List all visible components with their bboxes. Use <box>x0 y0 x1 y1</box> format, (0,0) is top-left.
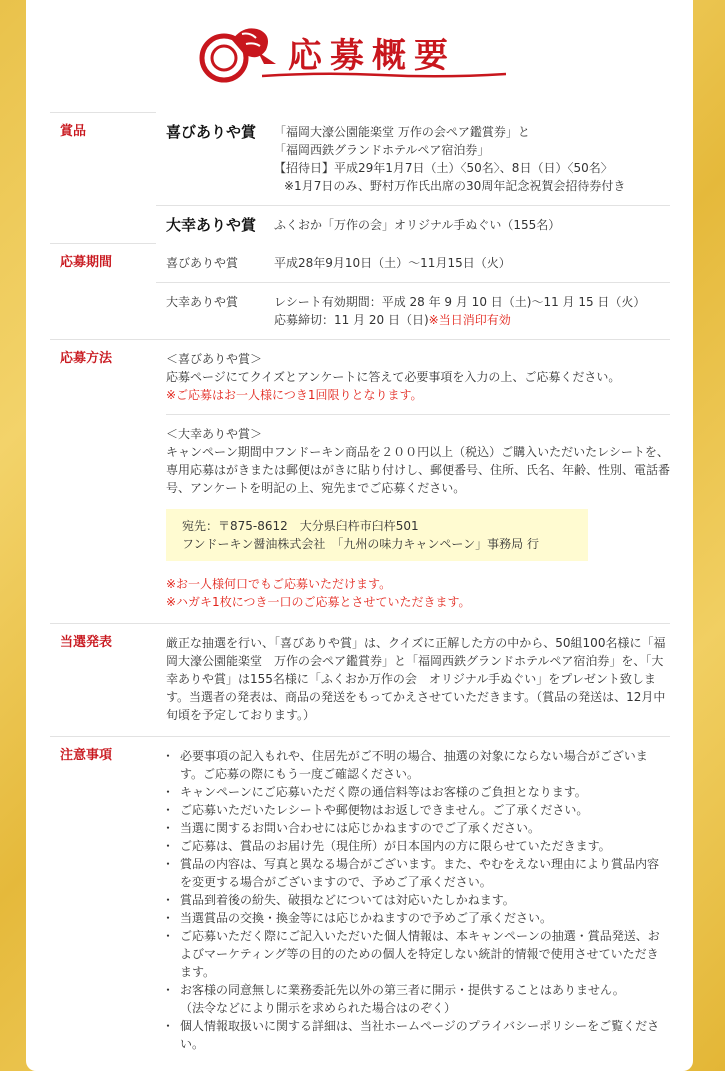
list-item: ・ 当選賞品の交換・換金等には応じかねますので予めご了承ください。 <box>166 909 670 927</box>
method-content <box>156 339 670 623</box>
period-value-daikou <box>274 282 670 339</box>
announcement-label: 当選発表 <box>50 623 156 736</box>
address-line: 宛先：〒875-8612 大分県臼杵市臼杵501 <box>182 518 419 533</box>
list-item <box>166 981 670 1017</box>
notes-row <box>50 736 670 1065</box>
method-note: ※ハガキ1枚につき一口のご応募とさせていただきます。 <box>166 594 471 609</box>
prize-line: 【招待日】平成29年1月7日（土）〈50名〉、8日（日）〈50名〉 <box>274 160 613 175</box>
list-item: ・ キャンペーンにご応募いただく際の通信料等はお客様のご負担となります。 <box>166 783 670 801</box>
prize-line: ふくおか「万作の会」オリジナル手ぬぐい（155名） <box>274 217 561 232</box>
list-item-text: お客様の同意無しに業務委託先以外の第三者に開示・提供することはありません。 <box>180 982 625 997</box>
list-item: ・ 賞品到着後の紛失、破損などについては対応いたしかねます。 <box>166 891 670 909</box>
method-note: ※お一人様何口でもご応募いただけます。 <box>166 576 392 591</box>
page-title: 応募概要 <box>288 36 456 76</box>
list-item-subtext: （法令などにより開示を求められた場合はのぞく） <box>180 1000 457 1015</box>
period-name-daikou: 大幸ありや賞 <box>156 282 274 339</box>
method-daikou-text: キャンペーン期間中フンドーキン商品を２００円以上（税込）ご購入いただいたレシートを、専用応募はがきまたは郵便はがきに貼り付けし、郵便番号、住所、氏名、年齢、性別、電話番号、アンケートを明記の上、宛先までご応募ください。 <box>166 444 671 495</box>
title-underline <box>262 70 506 80</box>
deadline-text: 応募締切：11 月 20 日（日) <box>274 312 429 327</box>
content-panel <box>26 0 693 1071</box>
prize-row-yorokobi <box>50 113 670 206</box>
page-header <box>26 0 693 100</box>
method-yorokobi-heading: ＜喜びありや賞＞ <box>166 351 263 366</box>
list-item: ・ 必要事項の記入もれや、住居先がご不明の場合、抽選の対象にならない場合がございます。ご応募の際にもう一度ご確認ください。 <box>166 747 670 783</box>
method-daikou-heading: ＜大幸ありや賞＞ <box>166 426 263 441</box>
prize-line: ※1月7日のみ、野村万作氏出席の30周年記念祝賀会招待券付き <box>284 178 626 193</box>
notes-list <box>166 747 670 1053</box>
prize-line: 「福岡西鉄グランドホテルペア宿泊券」 <box>274 142 490 157</box>
prize-name-yorokobi: 喜びありや賞 <box>166 122 257 141</box>
notes-content <box>156 736 670 1065</box>
announcement-row <box>50 623 670 736</box>
prize-name-daikou: 大幸ありや賞 <box>156 205 274 244</box>
period-row-yorokobi <box>50 244 670 283</box>
address-box <box>166 509 588 561</box>
period-label: 応募期間 <box>50 244 156 340</box>
list-item: ・ ご応募いただいたレシートや郵便物はお返しできません。ご了承ください。 <box>166 801 670 819</box>
method-yorokobi-text: 応募ページにてクイズとアンケートに答えて必要事項を入力の上、ご応募ください。 <box>166 369 621 384</box>
prize-value-daikou <box>274 205 670 244</box>
method-daikou <box>166 414 670 611</box>
prize-line: 「福岡大濠公園能楽堂 万作の会ペア鑑賞券」と <box>274 124 530 139</box>
deadline <box>274 311 670 329</box>
prize-label: 賞品 <box>50 113 156 244</box>
list-item: ・ 当選に関するお問い合わせには応じかねますのでご了承ください。 <box>166 819 670 837</box>
method-label: 応募方法 <box>50 339 156 623</box>
list-item: ・ ご応募は、賞品のお届け先（現住所）が日本国内の方に限らせていただきます。 <box>166 837 670 855</box>
announcement-text: 厳正な抽選を行い、「喜びありや賞」は、クイズに正解した方の中から、50組100名様に「福岡大濠公園能楽堂 万作の会ペア鑑賞券」と「福岡西鉄グランドホテルペア宿泊券」を、「大幸ありや賞」は155名様に「ふくおか万作の会 オリジナル手ぬぐい」をプレゼント致します。当選者の発表は、商品の発送をもってかえさせていただきます。（賞品の発送は、12月中旬頃を予定しております。） <box>156 623 670 736</box>
entry-summary-table <box>50 112 670 1065</box>
method-yorokobi-note: ※ご応募はお一人様につき1回限りとなります。 <box>166 387 423 402</box>
list-item: ・ 賞品の内容は、写真と異なる場合がございます。また、やむをえない理由により賞品内容を変更する場合がございますので、予めご了承ください。 <box>166 855 670 891</box>
prize-value-yorokobi <box>274 113 670 206</box>
notes-label: 注意事項 <box>50 736 156 1065</box>
receipt-period: レシート有効期間：平成 28 年 9 月 10 日（土)～11 月 15 日（火） <box>274 294 646 309</box>
period-value-yorokobi: 平成28年9月10日（土）～11月15日（火） <box>274 255 511 270</box>
method-row <box>50 339 670 623</box>
list-item: ・ 個人情報取扱いに関する詳細は、当社ホームページのプライバシーポリシーをご覧ください。 <box>166 1017 670 1053</box>
address-line: フンドーキン醤油株式会社 「九州の味力キャンペーン」事務局 行 <box>182 536 539 551</box>
list-item: ・ ご応募いただく際にご記入いただいた個人情報は、本キャンペーンの抽選・賞品発送、およびマーケティング等の目的のための個人を特定しない統計的情報で使用させていただきます。 <box>166 927 670 981</box>
postmark-note: ※当日消印有効 <box>428 312 511 327</box>
period-name-yorokobi: 喜びありや賞 <box>166 255 239 270</box>
